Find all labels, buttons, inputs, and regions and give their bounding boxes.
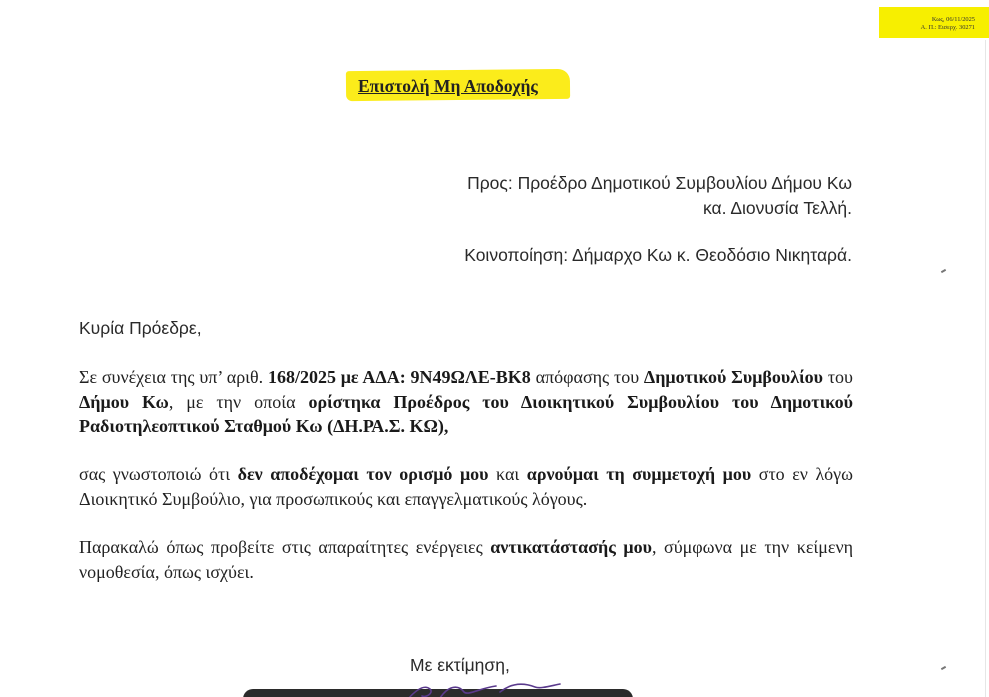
paragraph-decision-reference: Σε συνέχεια της υπ’ αριθ. 168/2025 με ΑΔΑ: 9Ν49ΩΛΕ-ΒΚ8 απόφασης του Δημοτικού Συμβουλίου του Δήμου Κω, με την οποία ορίστηκα Προέδρος του Διοικητικού Συμβουλίου του Δημοτικού Ραδιοτηλεοπτικού Σταθμού Κω (ΔΗ.ΡΑ.Σ. ΚΩ), xyxy=(79,367,853,436)
decision-number: 168/2025 με ΑΔΑ: 9Ν49ΩΛΕ-ΒΚ8 xyxy=(267,367,531,387)
non-acceptance-text: δεν αποδέχομαι τον ορισμό μου xyxy=(237,464,489,484)
title-block xyxy=(346,66,570,104)
page-edge-shadow xyxy=(985,40,986,697)
replacement-text: αντικατάστασής μου xyxy=(490,537,652,557)
protocol-stamp xyxy=(879,7,989,38)
paragraph-replacement-request: Παρακαλώ όπως προβείτε στις απαραίτητες ενέργειες αντικατάστασής μου, σύμφωνα με την κείμενη νομοθεσία, όπως ισχύει. xyxy=(79,537,853,582)
closing: Με εκτίμηση, xyxy=(410,655,510,675)
municipality: Δήμου Κω xyxy=(79,391,169,412)
scan-speck xyxy=(941,666,946,670)
scan-speck xyxy=(941,269,946,273)
signature-icon xyxy=(400,680,570,697)
paragraph-refusal: σας γνωστοποιώ ότι δεν αποδέχομαι τον ορισμό μου και αρνούμαι τη συμμετοχή μου στο εν λόγω Διοικητικό Συμβούλιο, για προσωπικούς και επαγγελματικούς λόγους. xyxy=(79,464,853,509)
recipient-name: κα. Διονυσία Τελλή. xyxy=(702,198,852,218)
appointment-text: ορίστηκα Προέδρος του Διοικητικού Συμβουλίου του Δημοτικού Ραδιοτηλεοπτικού Σταθμού Κω (ΔΗ.ΡΑ.Σ. ΚΩ), xyxy=(79,391,853,436)
stamp-date: Κως, 06/11/2025 xyxy=(931,16,975,23)
refusal-text: αρνούμαι τη συμμετοχή μου xyxy=(526,464,752,484)
recipient-line: Προς: Προέδρο Δημοτικού Συμβουλίου Δήμου Κω xyxy=(467,173,852,193)
municipal-council: Δημοτικού Συμβουλίου xyxy=(643,367,824,387)
greeting: Κυρία Πρόεδρε, xyxy=(79,318,202,338)
letter-title: Επιστολή Μη Αποδοχής xyxy=(358,76,538,96)
stamp-protocol-number: Α. Π.: Εισερχ. 30271 xyxy=(920,24,975,31)
cc-line: Κοινοποίηση: Δήμαρχο Κω κ. Θεοδόσιο Νικηταρά. xyxy=(464,245,852,265)
